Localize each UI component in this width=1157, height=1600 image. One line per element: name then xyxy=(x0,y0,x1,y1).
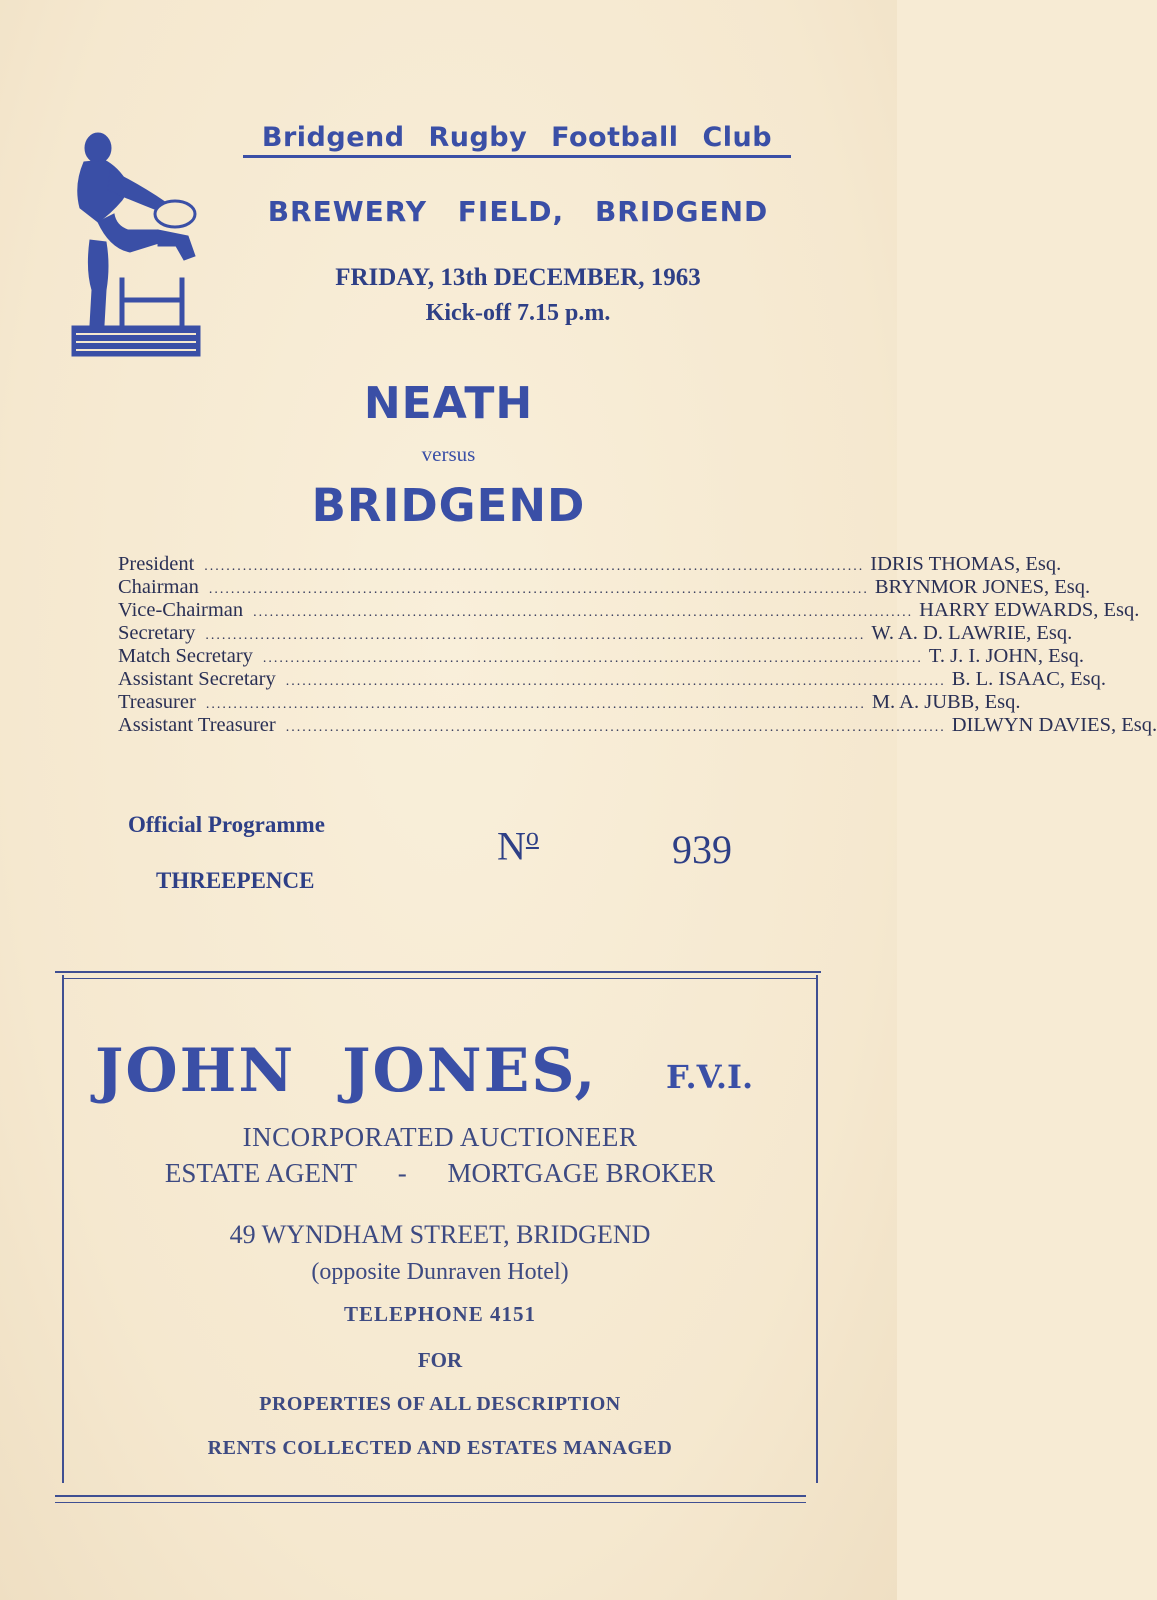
kickoff-time: Kick-off 7.15 p.m. xyxy=(425,300,611,326)
versus-label: versus xyxy=(421,442,476,466)
official-name: B. L. ISAAC, Esq. xyxy=(951,668,1107,690)
away-team: BRIDGEND xyxy=(311,479,586,532)
official-name: T. J. I. JOHN, Esq. xyxy=(928,645,1084,667)
official-name: BRYNMOR JONES, Esq. xyxy=(874,576,1091,598)
advert-profession: INCORPORATED AUCTIONEER xyxy=(242,1122,638,1152)
official-role: Treasurer xyxy=(118,691,196,713)
advert-for: FOR xyxy=(417,1348,463,1372)
match-date: FRIDAY, 13th DECEMBER, 1963 xyxy=(335,264,701,291)
official-row xyxy=(118,553,1062,576)
official-row xyxy=(118,599,1140,622)
advertiser-name: JOHN JONES, xyxy=(95,1036,598,1106)
programme-number: 939 xyxy=(672,827,732,872)
leader-dots: ........................................................................................................................ xyxy=(205,697,866,712)
venue: BREWERY FIELD, BRIDGEND xyxy=(267,195,769,228)
official-role: Match Secretary xyxy=(118,645,253,667)
official-row xyxy=(118,645,1084,668)
advert-services-2: RENTS COLLECTED AND ESTATES MANAGED xyxy=(207,1437,673,1459)
separator: - xyxy=(397,1158,407,1188)
official-name: IDRIS THOMAS, Esq. xyxy=(870,553,1062,575)
leader-dots: ........................................................................................................................ xyxy=(204,559,865,574)
number-suffix: o xyxy=(525,822,539,851)
leader-dots: ........................................................................................................................ xyxy=(285,720,946,735)
advert-services-line xyxy=(62,1158,818,1189)
official-name: DILWYN DAVIES, Esq. xyxy=(951,714,1157,736)
number-prefix: N xyxy=(497,823,526,869)
estate-agent-label: ESTATE AGENT xyxy=(164,1158,357,1188)
advert-top-rule xyxy=(55,971,821,973)
advertiser-qualifications: F.V.I. xyxy=(666,1058,754,1096)
leader-dots: ........................................................................................................................ xyxy=(285,674,946,689)
mortgage-broker-label: MORTGAGE BROKER xyxy=(447,1158,716,1188)
official-name: M. A. JUBB, Esq. xyxy=(871,691,1021,713)
leader-dots: ........................................................................................................................ xyxy=(262,651,923,666)
rugby-player-icon xyxy=(70,130,205,360)
official-row xyxy=(118,622,1073,645)
official-role: Secretary xyxy=(118,622,196,644)
advert-telephone: TELEPHONE 4151 xyxy=(344,1302,536,1326)
official-role: Assistant Treasurer xyxy=(118,714,276,736)
advert-landmark: (opposite Dunraven Hotel) xyxy=(311,1259,569,1285)
official-row xyxy=(118,714,1157,737)
official-role: President xyxy=(118,553,195,575)
leader-dots: ........................................................................................................................ xyxy=(208,582,869,597)
advert-bottom-inner-rule xyxy=(55,1502,806,1503)
advert-address: 49 WYNDHAM STREET, BRIDGEND xyxy=(229,1220,651,1249)
official-row xyxy=(118,576,1091,599)
home-team: NEATH xyxy=(363,378,534,429)
programme-price: THREEPENCE xyxy=(156,868,315,893)
official-row xyxy=(118,691,1021,714)
official-name: W. A. D. LAWRIE, Esq. xyxy=(871,622,1073,644)
leader-dots: ........................................................................................................................ xyxy=(253,605,914,620)
club-title: Bridgend Rugby Football Club xyxy=(243,122,791,158)
official-name: HARRY EDWARDS, Esq. xyxy=(919,599,1140,621)
number-sign xyxy=(497,822,539,869)
officials-list xyxy=(118,553,1157,737)
official-row xyxy=(118,668,1107,691)
advert-bottom-rule xyxy=(55,1495,806,1497)
official-role: Assistant Secretary xyxy=(118,668,276,690)
programme-label: Official Programme xyxy=(128,812,325,837)
official-role: Vice-Chairman xyxy=(118,599,244,621)
leader-dots: ........................................................................................................................ xyxy=(205,628,866,643)
official-role: Chairman xyxy=(118,576,199,598)
advert-services-1: PROPERTIES OF ALL DESCRIPTION xyxy=(259,1393,621,1415)
